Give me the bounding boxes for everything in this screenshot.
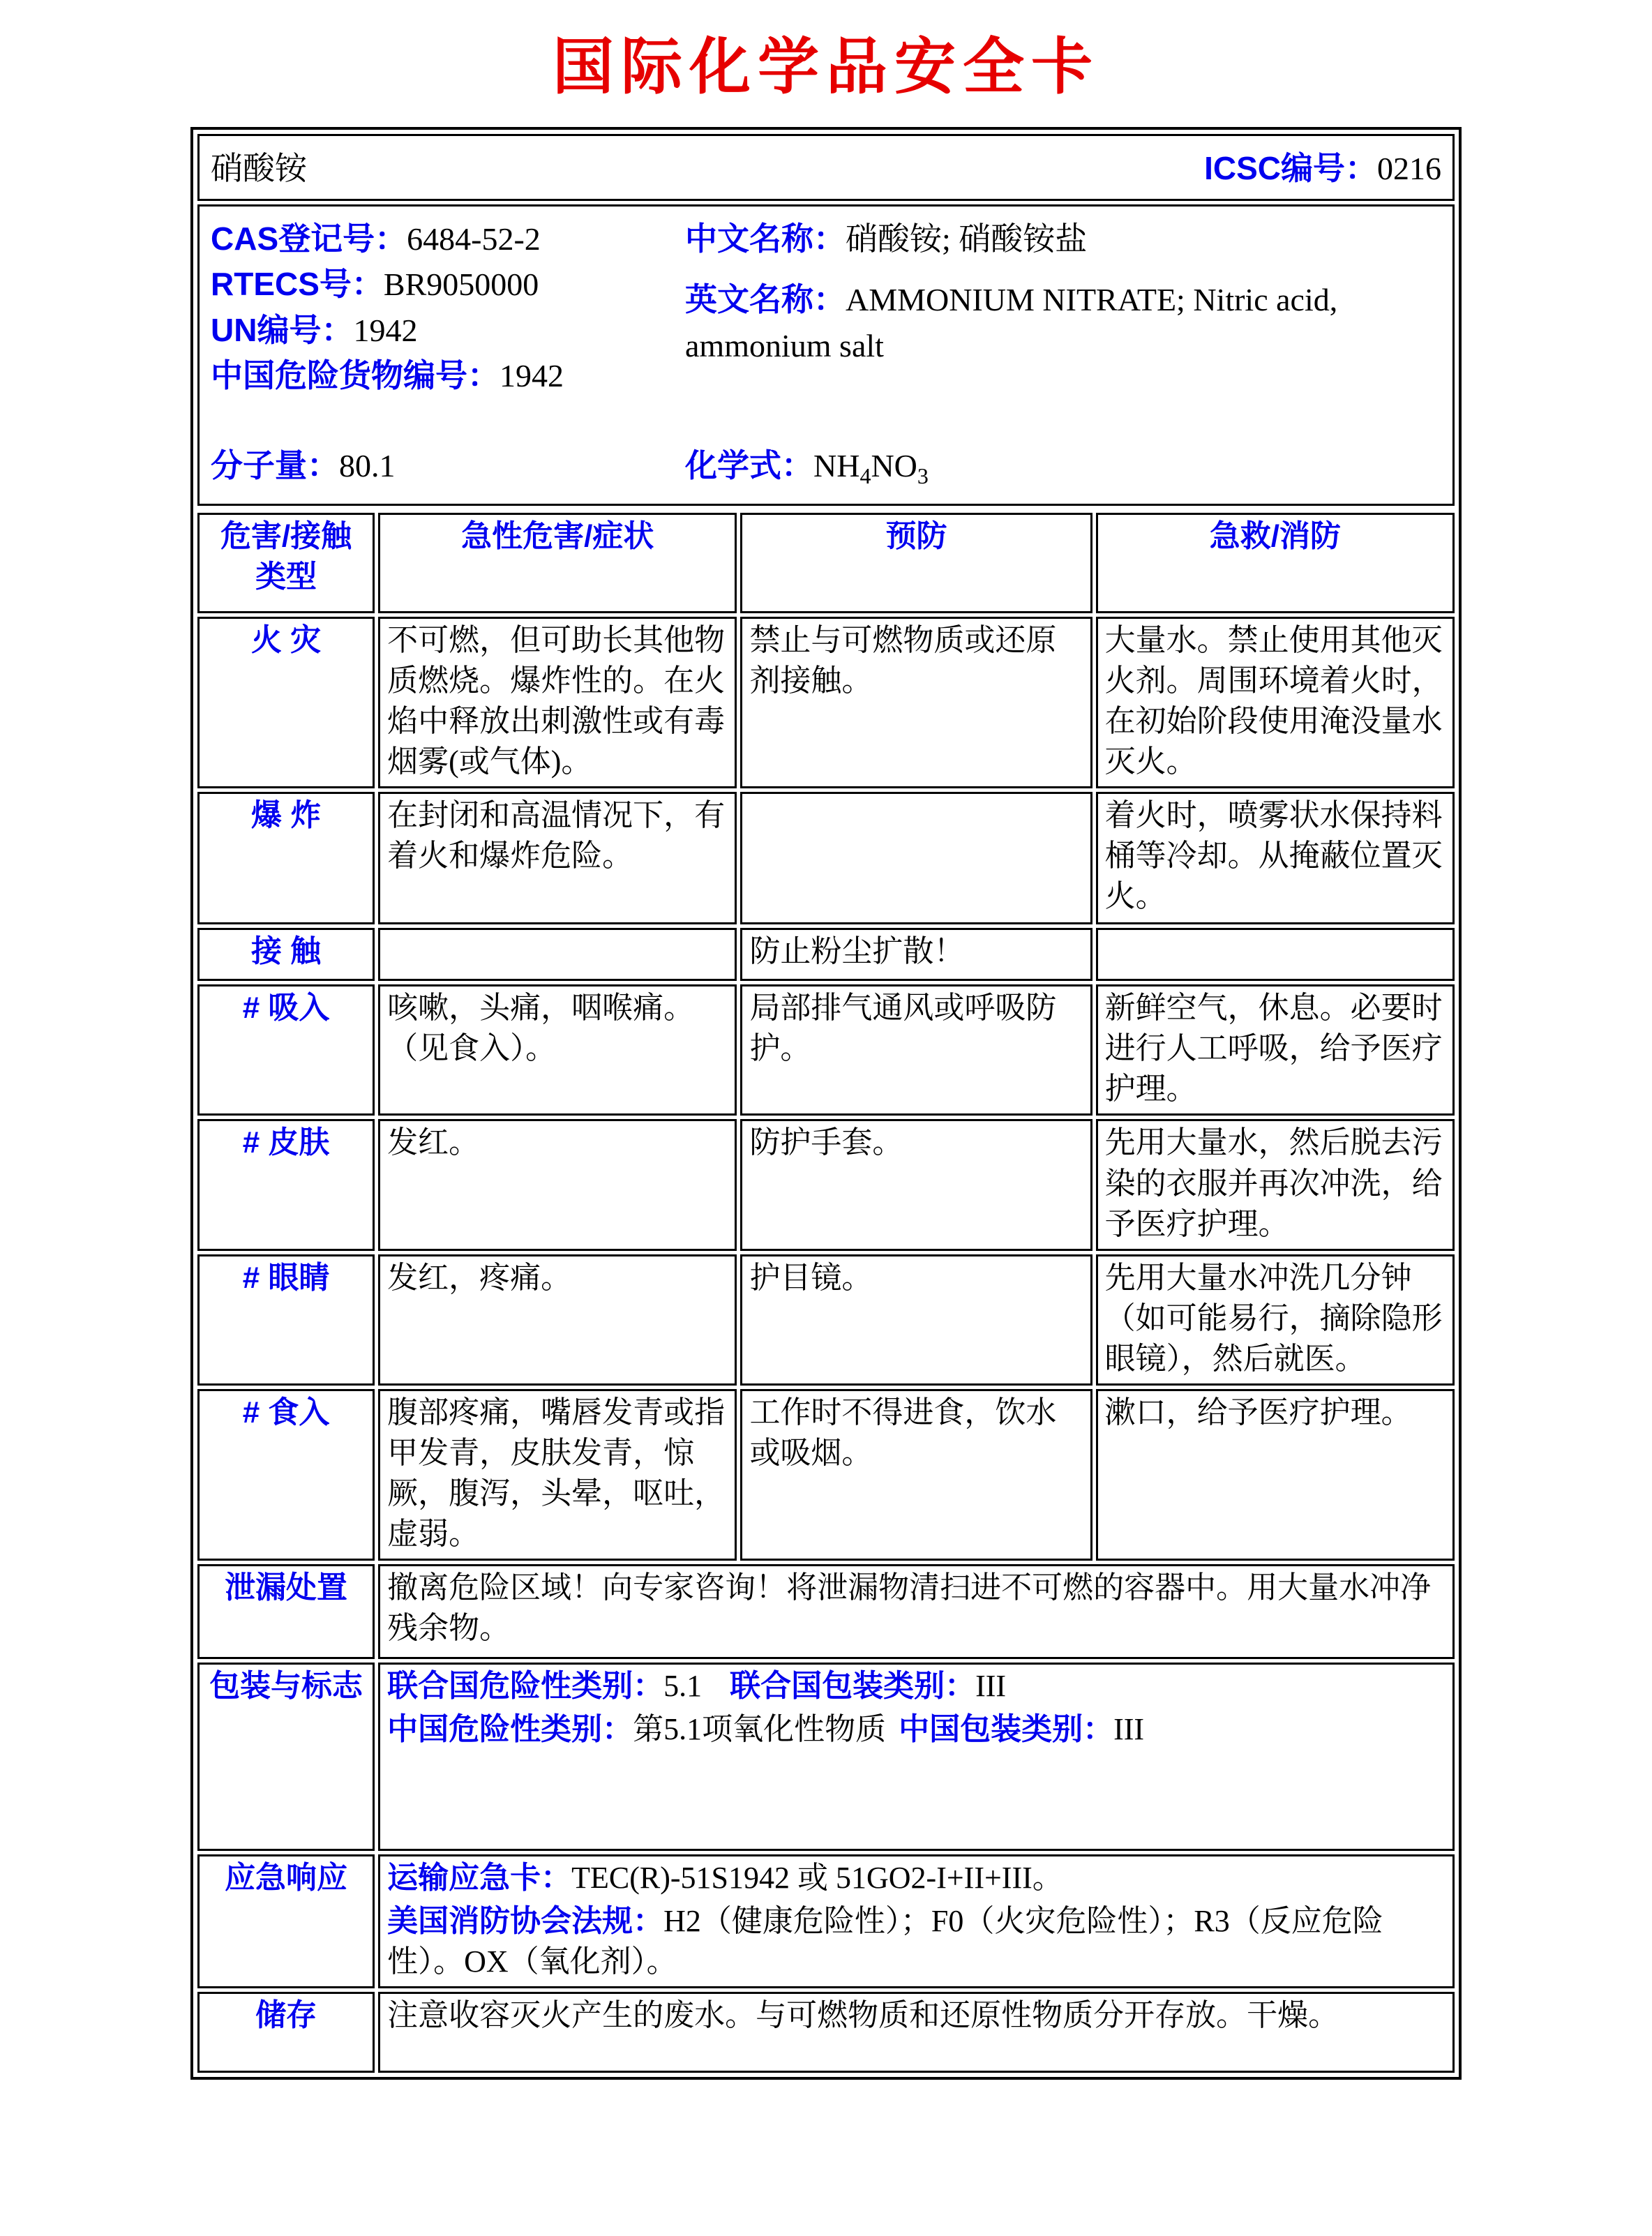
row-fire-prevention: 禁止与可燃物质或还原剂接触。 xyxy=(740,617,1092,788)
molecular-weight-line xyxy=(211,443,671,493)
row-ingestion-symptoms: 腹部疼痛，嘴唇发青或指甲发青，皮肤发青，惊厥，腹泻，头晕，呕吐，虚弱。 xyxy=(378,1389,737,1561)
row-packaging-label: 包装与标志 xyxy=(197,1663,375,1851)
cas-label: CAS登记号： xyxy=(211,220,407,257)
nfpa-label: 美国消防协会法规： xyxy=(387,1904,664,1939)
identification-section xyxy=(197,204,1455,506)
identification-grid xyxy=(211,216,1441,398)
icsc-label: ICSC编号： xyxy=(1204,150,1377,186)
row-fire-label: 火 灾 xyxy=(197,617,375,788)
chinese-name-value: 硝酸铵; 硝酸铵盐 xyxy=(846,221,1088,257)
row-fire xyxy=(197,617,1455,788)
row-emergency-content xyxy=(378,1854,1455,1988)
row-eyes-response: 先用大量水冲洗几分钟（如可能易行，摘除隐形眼镜），然后就医。 xyxy=(1096,1254,1455,1386)
english-name-line xyxy=(685,277,1441,368)
chemical-formula-line xyxy=(685,443,1441,493)
row-explosion xyxy=(197,792,1455,924)
row-spill-label: 泄漏处置 xyxy=(197,1564,375,1659)
rtecs-value: BR9050000 xyxy=(383,267,539,303)
un-pack-value: III xyxy=(975,1669,1007,1704)
row-explosion-label: 爆 炸 xyxy=(197,792,375,924)
row-ingestion-label: # 食入 xyxy=(197,1389,375,1561)
chinese-name-label: 中文名称： xyxy=(685,220,846,257)
row-storage-text: 注意收容灭火产生的废水。与可燃物质和还原性物质分开存放。干燥。 xyxy=(378,1992,1455,2073)
molecular-weight-value: 80.1 xyxy=(339,448,396,484)
chemical-formula-value: $NH_4NO_3$ xyxy=(813,448,929,489)
cn-pack-value: III xyxy=(1113,1712,1145,1747)
header-hazard-type: 危害/接触 类型 xyxy=(197,513,375,613)
row-skin-label: # 皮肤 xyxy=(197,1119,375,1250)
row-storage xyxy=(197,1992,1455,2073)
row-emergency-label: 应急响应 xyxy=(197,1854,375,1988)
un-pack-label: 联合国包装类别： xyxy=(730,1669,976,1704)
cn-pack-label: 中国包装类别： xyxy=(899,1712,1114,1747)
icsc-card xyxy=(190,127,1462,2080)
row-skin xyxy=(197,1119,1455,1250)
names-column xyxy=(685,216,1441,398)
cn-class-value: 第5.1项氧化性物质 xyxy=(633,1712,887,1747)
un-class-label: 联合国危险性类别： xyxy=(387,1669,664,1704)
icsc-number: 0216 xyxy=(1377,151,1441,186)
un-label: UN编号： xyxy=(211,311,354,348)
registry-numbers-column xyxy=(211,216,671,398)
molecular-weight-label: 分子量： xyxy=(211,447,339,484)
row-eyes-symptoms: 发红，疼痛。 xyxy=(378,1254,737,1386)
hazard-table-header-row xyxy=(197,513,1455,613)
rtecs-label: RTECS号： xyxy=(211,266,384,303)
hazard-table xyxy=(194,509,1458,2077)
row-inhalation-label: # 吸入 xyxy=(197,984,375,1116)
tec-value: TEC(R)-51S1942 或 51GO2-I+II+III。 xyxy=(571,1861,1063,1896)
row-exposure-label: 接 触 xyxy=(197,928,375,981)
row-inhalation-symptoms: 咳嗽，头痛，咽喉痛。（见食入）。 xyxy=(378,984,737,1116)
rtecs-number-line xyxy=(211,262,671,307)
row-inhalation-response: 新鲜空气，休息。必要时进行人工呼吸，给予医疗护理。 xyxy=(1096,984,1455,1116)
card-header xyxy=(197,134,1455,201)
cn-classification-line xyxy=(387,1709,1446,1750)
icsc-number-box xyxy=(1204,143,1441,189)
header-prevention: 预防 xyxy=(740,513,1092,613)
row-ingestion xyxy=(197,1389,1455,1561)
row-ingestion-prevention: 工作时不得进食，饮水或吸烟。 xyxy=(740,1389,1092,1561)
un-number-line xyxy=(211,308,671,353)
nfpa-value: H2（健康危险性）；F0（火灾危险性）；R3（反应危险性）。OX（氧化剂）。 xyxy=(387,1904,1383,1979)
row-emergency xyxy=(197,1854,1455,1988)
row-exposure xyxy=(197,928,1455,981)
row-eyes-prevention: 护目镜。 xyxy=(740,1254,1092,1386)
tec-line xyxy=(387,1858,1446,1898)
english-name-value: AMMONIUM NITRATE; Nitric acid, ammonium salt xyxy=(685,282,1338,363)
tec-label: 运输应急卡： xyxy=(387,1861,572,1896)
row-spill-text: 撤离危险区域！向专家咨询！将泄漏物清扫进不可燃的容器中。用大量水冲净残余物。 xyxy=(378,1564,1455,1659)
row-packaging xyxy=(197,1663,1455,1851)
cn-dg-label: 中国危险货物编号： xyxy=(211,357,500,393)
cn-dg-number-line xyxy=(211,353,671,398)
row-exposure-symptoms xyxy=(378,928,737,981)
un-classification-line xyxy=(387,1666,1446,1706)
molecular-row xyxy=(211,443,1441,493)
un-class-value: 5.1 xyxy=(663,1669,703,1704)
chinese-name-line xyxy=(685,216,1441,262)
row-fire-symptoms: 不可燃，但可助长其他物质燃烧。爆炸性的。在火焰中释放出刺激性或有毒烟雾(或气体)。 xyxy=(378,617,737,788)
row-skin-response: 先用大量水，然后脱去污染的衣服并再次冲洗，给予医疗护理。 xyxy=(1096,1119,1455,1250)
row-inhalation-prevention: 局部排气通风或呼吸防护。 xyxy=(740,984,1092,1116)
row-explosion-symptoms: 在封闭和高温情况下，有着火和爆炸危险。 xyxy=(378,792,737,924)
english-name-label: 英文名称： xyxy=(685,281,846,318)
row-skin-symptoms: 发红。 xyxy=(378,1119,737,1250)
substance-name: 硝酸铵 xyxy=(211,151,307,186)
page-title: 国际化学品安全卡 xyxy=(552,32,1099,101)
row-fire-response: 大量水。禁止使用其他灭火剂。周围环境着火时，在初始阶段使用淹没量水灭火。 xyxy=(1096,617,1455,788)
row-storage-label: 储存 xyxy=(197,1992,375,2073)
cn-class-label: 中国危险性类别： xyxy=(387,1712,633,1747)
chemical-formula-label: 化学式： xyxy=(685,447,813,484)
row-packaging-content xyxy=(378,1663,1455,1851)
row-spill xyxy=(197,1564,1455,1659)
cas-number-line xyxy=(211,216,671,262)
cn-dg-value: 1942 xyxy=(500,357,564,393)
row-explosion-response: 着火时，喷雾状水保持料桶等冷却。从掩蔽位置灭火。 xyxy=(1096,792,1455,924)
row-ingestion-response: 漱口，给予医疗护理。 xyxy=(1096,1389,1455,1561)
header-symptoms: 急性危害/症状 xyxy=(378,513,737,613)
row-eyes xyxy=(197,1254,1455,1386)
row-exposure-prevention: 防止粉尘扩散！ xyxy=(740,928,1092,981)
cas-value: 6484-52-2 xyxy=(407,221,541,257)
row-inhalation xyxy=(197,984,1455,1116)
un-value: 1942 xyxy=(353,312,418,348)
row-eyes-label: # 眼睛 xyxy=(197,1254,375,1386)
header-response: 急救/消防 xyxy=(1096,513,1455,613)
row-explosion-prevention xyxy=(740,792,1092,924)
row-skin-prevention: 防护手套。 xyxy=(740,1119,1092,1250)
row-exposure-response xyxy=(1096,928,1455,981)
nfpa-line xyxy=(387,1901,1446,1982)
